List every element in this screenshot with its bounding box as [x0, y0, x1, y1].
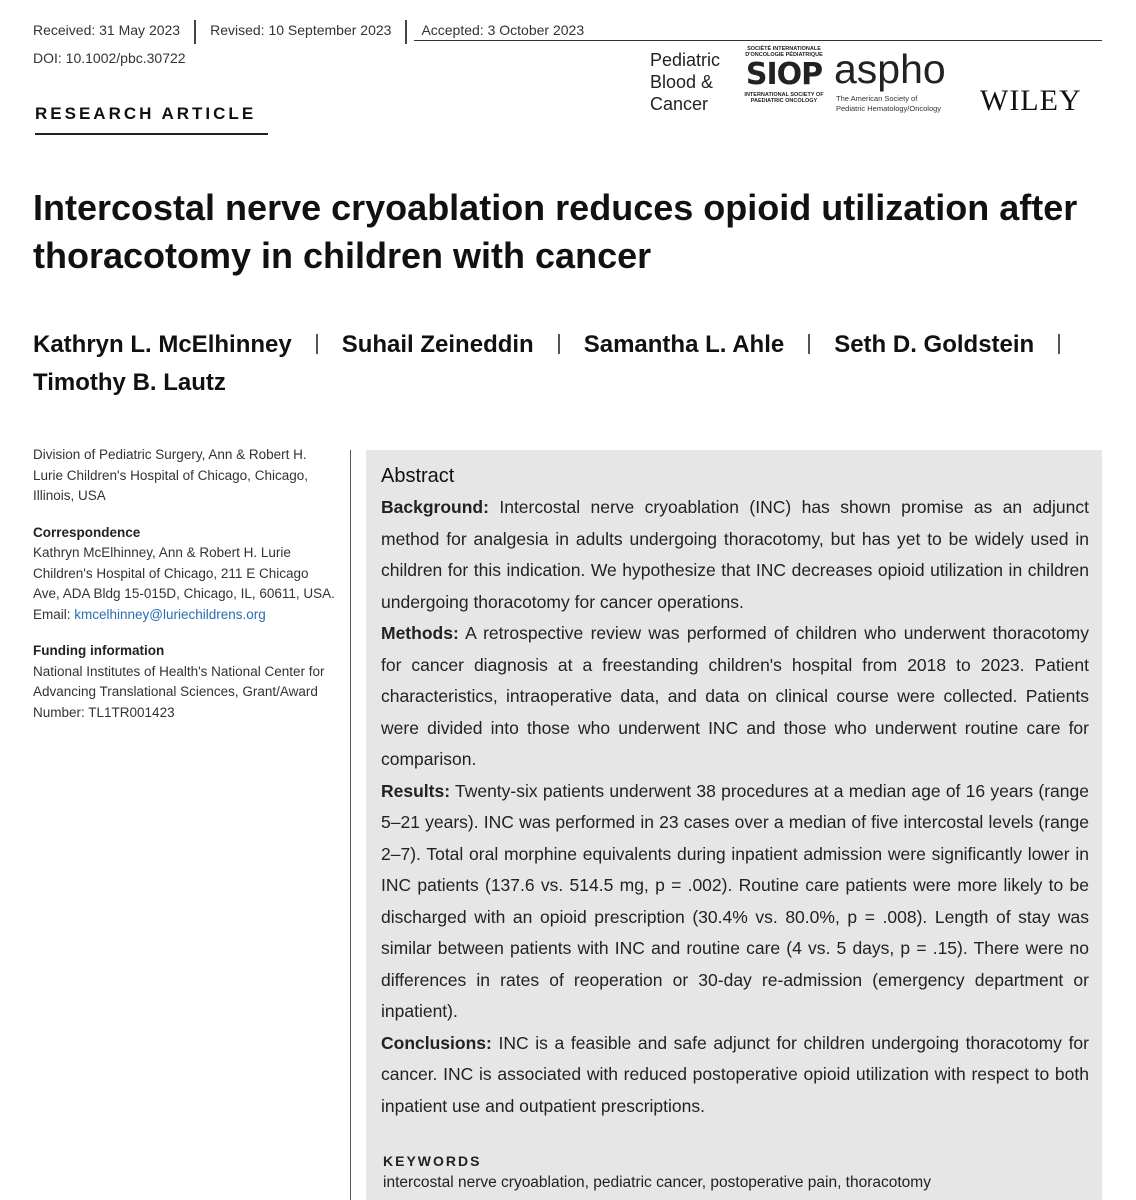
- funding-text: National Institutes of Health's National Center for Advancing Translational Sciences, Grant/Award Number: TL1TR001423: [33, 663, 325, 720]
- author-divider: [558, 334, 560, 354]
- date-divider: [194, 20, 196, 44]
- abstract-heading: Abstract: [381, 465, 455, 487]
- siop-mark: SIOP: [745, 57, 823, 92]
- correspondence-heading: Correspondence: [33, 524, 141, 540]
- author-list: [33, 326, 1113, 402]
- author-name[interactable]: Seth D. Goldstein: [834, 331, 1035, 358]
- author-name[interactable]: Kathryn L. McElhinney: [33, 331, 292, 358]
- siop-logo: SOCIÉTÉ INTERNATIONALE D'ONCOLOGIE PÉDIATRIQUE SIOP INTERNATIONAL SOCIETY OF PAEDIATRIC ONCOLOGY: [740, 46, 828, 116]
- abstract-results-section: Results: Twenty-six patients underwent 38 procedures at a median age of 16 years (range 5–21 years). INC was performed in 23 cases over a median of five intercostal levels (range 2–7). Total oral morphine equivalents during inpatient admission were significantly lower in INC patients (137.6 vs. 514.5 mg, p = .002). Routine care patients were more likely to be discharged with an opioid prescription (30.4% vs. 80.0%, p = .008). Length of stay was similar between patients with INC and routine care (4 vs. 5 days, p = .15). There were no differences in rates of reoperation or 30-day re-admission (emergency department or inpatient).: [381, 780, 1089, 1021]
- author-divider: [316, 334, 318, 354]
- funding: [33, 641, 338, 723]
- author-divider: [808, 334, 810, 354]
- article-dates: [33, 18, 584, 42]
- article-type: RESEARCH ARTICLE: [35, 104, 257, 123]
- email-link[interactable]: kmcelhinney@luriechildrens.org: [74, 606, 266, 622]
- accepted-date: Accepted: 3 October 2023: [421, 22, 585, 38]
- doi[interactable]: DOI: 10.1002/pbc.30722: [33, 50, 186, 66]
- journal-logo: Pediatric Blood & Cancer: [650, 50, 721, 114]
- correspondence-text: Kathryn McElhinney, Ann & Robert H. Lurie Children's Hospital of Chicago, 211 E Chicago Ave, ADA Bldg 15-015D, Chicago, IL, 60611, USA.: [33, 545, 335, 601]
- article-type-underline: [35, 133, 268, 135]
- column-divider: [350, 450, 351, 1200]
- author-name[interactable]: Timothy B. Lautz: [33, 369, 226, 396]
- article-title: Intercostal nerve cryoablation reduces opioid utilization after thoracotomy in children with cancer: [33, 187, 1078, 276]
- article-info-sidebar: [33, 445, 338, 739]
- abstract: [381, 460, 1089, 1122]
- funding-heading: Funding information: [33, 643, 165, 658]
- date-divider: [405, 20, 407, 44]
- revised-date: Revised: 10 September 2023: [210, 22, 392, 38]
- author-divider: [1058, 334, 1060, 354]
- author-name[interactable]: Suhail Zeineddin: [341, 331, 534, 358]
- header-rule: [414, 40, 1102, 41]
- affiliation: Division of Pediatric Surgery, Ann & Robert H. Lurie Children's Hospital of Chicago, Chicago, Illinois, USA: [33, 447, 308, 503]
- aspho-logo: aspho: [834, 46, 946, 92]
- publisher-logo: WILEY: [980, 84, 1082, 117]
- keywords-heading: KEYWORDS: [383, 1153, 482, 1169]
- abstract-methods-section: Methods: A retrospective review was performed of children who underwent thoracotomy for cancer diagnosis at a freestanding children's hospital from 2018 to 2023. Patient characteristics, intraoperative data, and data on clinical course were collected. Patients were divided into those who underwent INC and those who underwent routine care for comparison.: [381, 623, 1089, 769]
- abstract-background-section: Background: Intercostal nerve cryoablation (INC) has shown promise as an adjunct method for analgesia in adults undergoing thoracotomy, but has yet to be widely used in children for this indication. We hypothesize that INC decreases opioid utilization in children undergoing thoracotomy for cancer operations.: [381, 497, 1089, 612]
- email-label: Email:: [33, 606, 75, 622]
- keywords-list: intercostal nerve cryoablation, pediatric cancer, postoperative pain, thoracotomy: [383, 1174, 931, 1191]
- correspondence: [33, 523, 338, 626]
- aspho-subtitle: The American Society of Pediatric Hematology/Oncology: [836, 94, 942, 113]
- received-date: Received: 31 May 2023: [33, 22, 181, 38]
- abstract-conclusions-section: Conclusions: INC is a feasible and safe adjunct for children undergoing thoracotomy for cancer. INC is associated with reduced postoperative opioid utilization with respect to both inpatient use and outpatient prescriptions.: [381, 1032, 1089, 1116]
- author-name[interactable]: Samantha L. Ahle: [583, 331, 785, 358]
